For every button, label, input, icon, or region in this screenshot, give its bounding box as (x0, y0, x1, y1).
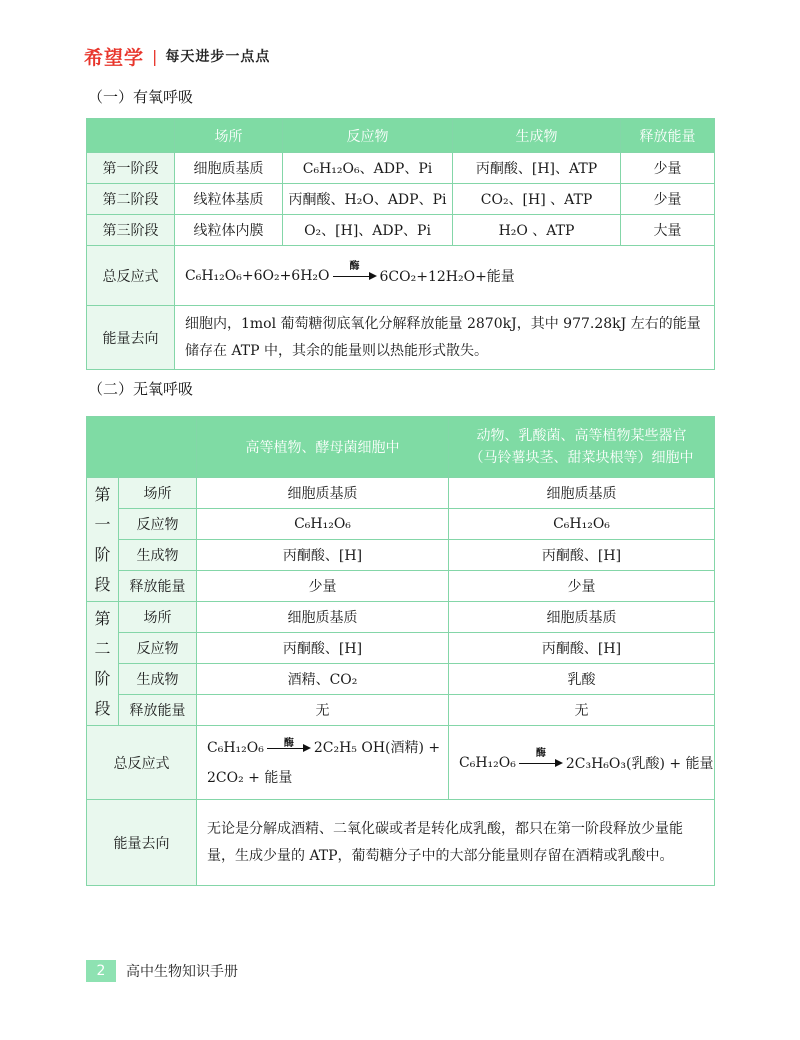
equation-continuation: 2CO₂ + 能量 (207, 769, 293, 786)
energy-destination-label: 能量去向 (87, 306, 175, 370)
cell-a: 少量 (197, 571, 449, 602)
cell-energy: 少量 (621, 184, 715, 215)
cell-products: H₂O 、ATP (453, 215, 621, 246)
cell-a: 无 (197, 695, 449, 726)
equation-alcohol (197, 726, 449, 800)
equation-left: C₆H₁₂O₆ (207, 739, 264, 756)
stage-char: 一 (94, 514, 111, 534)
table-row (87, 215, 715, 246)
cell-energy: 大量 (621, 215, 715, 246)
stage-char: 段 (94, 698, 111, 718)
row-label: 生成物 (119, 664, 197, 695)
energy-destination-row (87, 306, 715, 370)
header-col-b-line1: 动物、乳酸菌、高等植物某些器官 (476, 428, 687, 444)
brand-logo: 希望学 (84, 46, 145, 69)
equation-left: C₆H₁₂O₆ (459, 754, 516, 771)
stage-char: 阶 (94, 668, 111, 688)
enzyme-label: 酶 (283, 737, 294, 749)
energy-destination-row (87, 800, 715, 886)
row-label: 场所 (119, 602, 197, 633)
stage-char: 第 (94, 608, 111, 628)
stage-char: 阶 (94, 544, 111, 564)
section-title-anaerobic: （二）无氧呼吸 (88, 380, 194, 398)
cell-reactants: 丙酮酸、H₂O、ADP、Pi (283, 184, 453, 215)
cell-a: 细胞质基质 (197, 602, 449, 633)
header-blank (87, 119, 175, 153)
total-equation-row (87, 246, 715, 306)
page-header (84, 43, 270, 69)
cell-place: 线粒体基质 (175, 184, 283, 215)
aerobic-header-row (87, 119, 715, 153)
table-row (87, 571, 715, 602)
row-label: 反应物 (119, 633, 197, 664)
cell-b: 无 (449, 695, 715, 726)
equation-right: 2C₂H₅ OH(酒精) + (313, 739, 441, 756)
book-title: 高中生物知识手册 (126, 964, 238, 980)
energy-destination-text: 细胞内，1mol 葡萄糖彻底氧化分解释放能量 2870kJ，其中 977.28kJ 左右的能量储存在 ATP 中，其余的能量则以热能形式散失。 (175, 306, 715, 370)
anaerobic-header-row (87, 417, 715, 478)
cell-energy: 少量 (621, 153, 715, 184)
table-row (87, 509, 715, 540)
header-reactants: 反应物 (283, 119, 453, 153)
table-row (87, 602, 715, 633)
total-equation-row (87, 726, 715, 800)
table-row (87, 695, 715, 726)
row-label: 释放能量 (119, 571, 197, 602)
cell-b: 丙酮酸、[H] (449, 540, 715, 571)
aerobic-table (86, 118, 715, 370)
cell-b: 细胞质基质 (449, 478, 715, 509)
cell-products: CO₂、[H] 、ATP (453, 184, 621, 215)
table-row (87, 478, 715, 509)
table-row (87, 153, 715, 184)
table-row (87, 664, 715, 695)
table-row (87, 540, 715, 571)
stage-char: 二 (94, 638, 111, 658)
equation-right: 2C₃H₆O₃(乳酸) + 能量 (565, 755, 714, 772)
cell-b: 乳酸 (449, 664, 715, 695)
header-products: 生成物 (453, 119, 621, 153)
stage1-label (87, 478, 119, 602)
cell-a: 酒精、CO₂ (197, 664, 449, 695)
cell-place: 细胞质基质 (175, 153, 283, 184)
stage2-label (87, 602, 119, 726)
cell-products: 丙酮酸、[H]、ATP (453, 153, 621, 184)
anaerobic-table (86, 416, 715, 886)
energy-destination-text: 无论是分解成酒精、二氧化碳或者是转化成乳酸，都只在第一阶段释放少量能量，生成少量的 ATP，葡萄糖分子中的大部分能量则存留在酒精或乳酸中。 (197, 800, 715, 886)
total-equation-label: 总反应式 (87, 726, 197, 800)
header-blank (87, 417, 197, 478)
stage-char: 段 (94, 574, 111, 594)
page-footer (86, 960, 238, 982)
header-col-a: 高等植物、酵母菌细胞中 (197, 417, 449, 478)
stage-char: 第 (94, 484, 111, 504)
cell-reactants: C₆H₁₂O₆、ADP、Pi (283, 153, 453, 184)
cell-b: 少量 (449, 571, 715, 602)
row-label: 场所 (119, 478, 197, 509)
table-row (87, 184, 715, 215)
cell-reactants: O₂、[H]、ADP、Pi (283, 215, 453, 246)
enzyme-label: 酶 (535, 747, 546, 759)
cell-a: C₆H₁₂O₆ (197, 509, 449, 540)
stage-label: 第一阶段 (87, 153, 175, 184)
header-place: 场所 (175, 119, 283, 153)
equation-right: 6CO₂+12H₂O+能量 (379, 268, 515, 285)
header-col-b-line2: （马铃薯块茎、甜菜块根等）细胞中 (469, 450, 694, 466)
cell-b: 细胞质基质 (449, 602, 715, 633)
cell-place: 线粒体内膜 (175, 215, 283, 246)
header-divider: | (152, 46, 158, 66)
section-title-aerobic: （一）有氧呼吸 (88, 88, 194, 106)
row-label: 反应物 (119, 509, 197, 540)
total-equation (175, 246, 715, 306)
header-slogan: 每天进步一点点 (165, 49, 271, 65)
equation-lactic (449, 726, 715, 800)
row-label: 生成物 (119, 540, 197, 571)
reaction-arrow-icon (267, 737, 311, 753)
reaction-arrow-icon (333, 260, 377, 281)
total-equation-label: 总反应式 (87, 246, 175, 306)
row-label: 释放能量 (119, 695, 197, 726)
cell-b: 丙酮酸、[H] (449, 633, 715, 664)
header-col-b (449, 417, 715, 478)
enzyme-label: 酶 (349, 260, 360, 272)
page-number: 2 (86, 960, 116, 982)
cell-b: C₆H₁₂O₆ (449, 509, 715, 540)
cell-a: 丙酮酸、[H] (197, 540, 449, 571)
reaction-arrow-icon (519, 747, 563, 768)
stage-label: 第三阶段 (87, 215, 175, 246)
cell-a: 丙酮酸、[H] (197, 633, 449, 664)
cell-a: 细胞质基质 (197, 478, 449, 509)
energy-destination-label: 能量去向 (87, 800, 197, 886)
header-energy: 释放能量 (621, 119, 715, 153)
table-row (87, 633, 715, 664)
stage-label: 第二阶段 (87, 184, 175, 215)
equation-left: C₆H₁₂O₆+6O₂+6H₂O (185, 267, 330, 284)
